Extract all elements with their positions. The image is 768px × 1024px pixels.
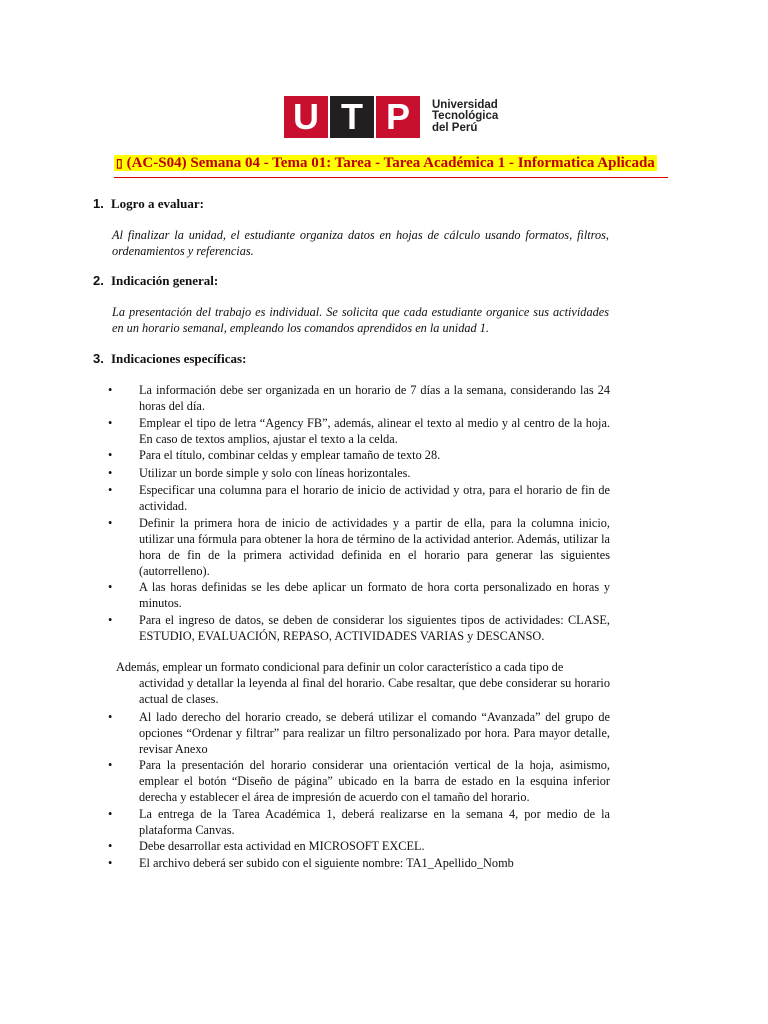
list-item: • Emplear el tipo de letra “Agency FB”, además, alinear el texto al medio y al centro de la hoja. En caso de textos amplios, ajustar el texto a la celda. [108,416,610,446]
document-title [114,155,668,178]
logro-paragraph: Al finalizar la unidad, el estudiante organiza datos en hojas de cálculo usando formatos, filtros, ordenamientos y referencias. [112,228,609,258]
list-item: • Para el título, combinar celdas y emplear tamaño de texto 28. [108,448,441,462]
title-text: (AC-S04) Semana 04 - Tema 01: Tarea - Tarea Académica 1 - Informatica Aplicada [126,155,655,171]
list-item: • La información debe ser organizada en un horario de 7 días a la semana, considerando las 24 horas del día. [108,383,610,413]
logo-letter-p: P [376,96,420,138]
conditional-format-paragraph: Además, emplear un formato condicional para definir un color característico a cada tipo de actividad y detallar la leyenda al final del horario. Cabe resaltar, que debe considerar su horario actual de clases. [116,660,610,706]
logo-name: Universidad Tecnológica del Perú [432,98,499,134]
list-item: • El archivo deberá ser subido con el siguiente nombre: TA1_Apellido_Nomb [108,856,514,870]
list-item: • Definir la primera hora de inicio de actividades y a partir de ella, para la columna inicio, utilizar una fórmula para obtener la hora de término de la actividad anterior. Además, utilizar la hora de fin de la primera actividad definida en el horario para generar las siguientes (autorrelleno). [108,516,610,578]
list-item: • A las horas definidas se les debe aplicar un formato de hora corta personalizado en horas y minutos. [108,580,610,610]
section-3-heading: 3. Indicaciones específicas: [93,351,247,366]
list-item: • Especificar una columna para el horario de inicio de actividad y otra, para el horario de fin de actividad. [108,483,610,513]
title-highlight [114,155,657,171]
list-item: • Para el ingreso de datos, se deben de considerar los siguientes tipos de actividades: CLASE, ESTUDIO, EVALUACIÓN, REPASO, ACTIVIDADES VARIAS y DESCANSO. [108,613,610,643]
list-item: • Para la presentación del horario considerar una orientación vertical de la hoja, asimismo, emplear el botón “Diseño de página” ubicado en la barra de estado en la esquina inferior derecha y establecer el área de impresión de acuerdo con el tamaño del horario. [108,758,610,804]
logo-letter-u: U [284,96,328,138]
list-item: • Utilizar un borde simple y solo con líneas horizontales. [108,466,411,480]
general-paragraph: La presentación del trabajo es individual. Se solicita que cada estudiante organice sus actividades en un horario semanal, empleando los comandos aprendidos en la unidad 1. [112,305,609,335]
section-2-heading: 2. Indicación general: [93,273,219,288]
logo-letter-t: T [330,96,374,138]
list-item: • Al lado derecho del horario creado, se deberá utilizar el comando “Avanzada” del grupo de opciones “Ordenar y filtrar” para realizar un filtro personalizado por hora. Para mayor detalle, revisar Anexo [108,710,610,756]
document-icon: ▯ [116,156,123,170]
utp-logo [284,96,498,138]
section-1-heading: 1. Logro a evaluar: [93,196,204,211]
list-item: • La entrega de la Tarea Académica 1, deberá realizarse en la semana 4, por medio de la plataforma Canvas. [108,807,610,837]
list-item: • Debe desarrollar esta actividad en MICROSOFT EXCEL. [108,839,425,853]
